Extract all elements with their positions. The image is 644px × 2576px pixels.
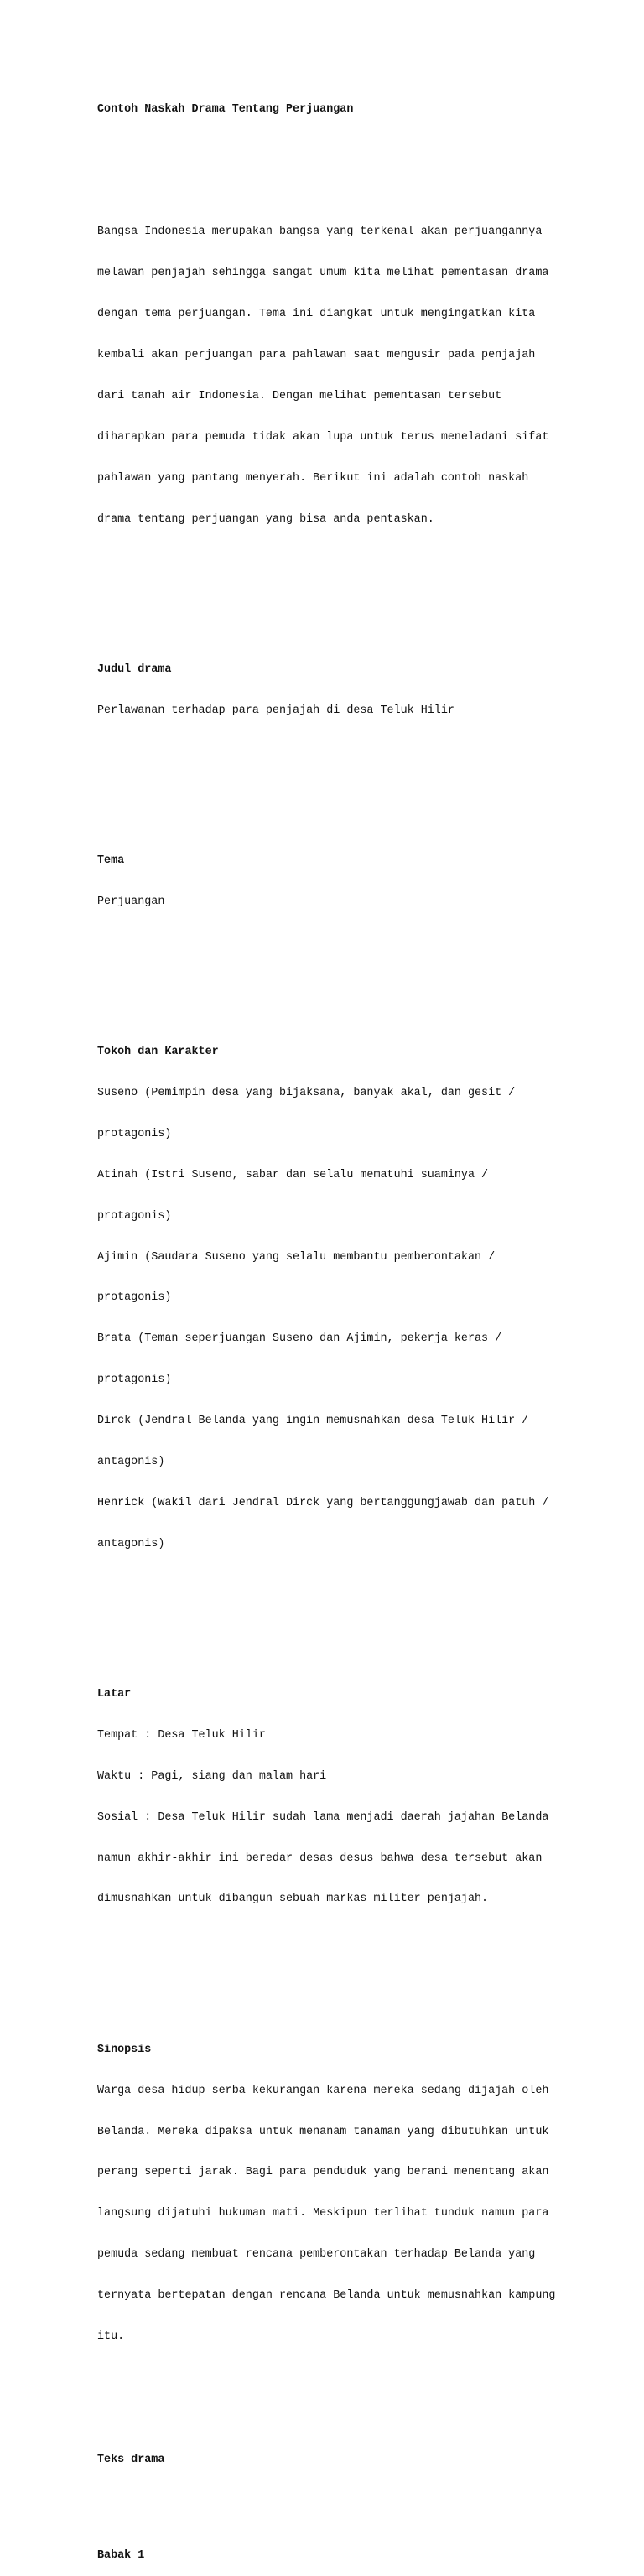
tokoh-line: Atinah (Istri Suseno, sabar dan selalu mematuhi suaminya / [97,1168,489,1182]
tokoh-line: antagonis) [97,1455,165,1468]
tema-text: Perjuangan [97,895,165,908]
spacer [97,963,550,977]
sinopsis-line: Warga desa hidup serba kekurangan karena mereka sedang dijajah oleh [97,2084,549,2097]
babak-heading: Babak 1 [97,2548,145,2562]
tokoh-line: Dirck (Jendral Belanda yang ingin memusnahkan desa Teluk Hilir / [97,1415,529,1428]
sinopsis-line: Belanda. Mereka dipaksa untuk menanam tanaman yang dibutuhkan untuk [97,2125,549,2138]
tema-heading: Tema [97,854,125,867]
intro-line: pahlawan yang pantang menyerah. Berikut ini adalah contoh naskah [97,471,529,485]
intro-line: melawan penjajah sehingga sangat umum kita melihat pementasan drama [97,267,549,280]
sinopsis-line: ternyata bertepatan dengan rencana Belanda untuk memusnahkan kampung [97,2289,556,2303]
intro-line: drama tentang perjuangan yang bisa anda pentaskan. [97,512,434,526]
intro-line: kembali akan perjuangan para pahlawan saat mengusir pada penjajah [97,348,536,361]
spacer [97,581,550,595]
judul-section [97,636,550,745]
tokoh-line: Henrick (Wakil dari Jendral Dirck yang bertanggungjawab dan patuh / [97,1496,549,1509]
tokoh-line: Suseno (Pemimpin desa yang bijaksana, banyak akal, dan gesit / [97,1086,516,1099]
tokoh-line: Ajimin (Saudara Suseno yang selalu membantu pemberontakan / [97,1250,496,1264]
intro-line: diharapkan para pemuda tidak akan lupa untuk terus meneladani sifat [97,430,549,444]
judul-heading: Judul drama [97,662,172,676]
latar-line: namun akhir-akhir ini beredar desas desus bahwa desa tersebut akan [97,1852,543,1865]
tokoh-line: antagonis) [97,1537,165,1550]
teks-drama-heading: Teks drama [97,2453,165,2466]
intro-line: dengan tema perjuangan. Tema ini diangkat untuk mengingatkan kita [97,308,536,321]
judul-text: Perlawanan terhadap para penjajah di desa Teluk Hilir [97,704,454,717]
tema-section [97,827,550,936]
latar-section [97,1660,550,1934]
sinopsis-line: itu. [97,2329,125,2343]
document-title: Contoh Naskah Drama Tentang Perjuangan [97,102,354,116]
tokoh-section [97,1018,550,1578]
tokoh-line: protagonis) [97,1127,172,1140]
intro-line: Bangsa Indonesia merupakan bangsa yang terkenal akan perjuangannya [97,226,543,239]
sinopsis-line: pemuda sedang membuat rencana pemberontakan terhadap Belanda yang [97,2248,536,2262]
tokoh-line: Brata (Teman seperjuangan Suseno dan Ajimin, pekerja keras / [97,1332,502,1346]
tokoh-line: protagonis) [97,1374,172,1387]
tokoh-line: protagonis) [97,1209,172,1223]
latar-heading: Latar [97,1688,132,1701]
spacer [97,143,550,157]
latar-line: Sosial : Desa Teluk Hilir sudah lama menjadi daerah jajahan Belanda [97,1810,549,1824]
tokoh-line: protagonis) [97,1291,172,1305]
sinopsis-line: langsung dijatuhi hukuman mati. Meskipun terlihat tunduk namun para [97,2207,549,2220]
latar-line: dimusnahkan untuk dibangun sebuah markas militer penjajah. [97,1893,489,1906]
intro-paragraph [97,199,550,554]
sinopsis-line: perang seperti jarak. Bagi para penduduk yang berani menentang akan [97,2166,549,2179]
spacer [97,2495,550,2508]
intro-line: dari tanah air Indonesia. Dengan melihat pementasan tersebut [97,389,502,402]
document-page [97,75,556,2576]
sinopsis-section [97,2016,556,2371]
spacer [97,1961,550,1975]
spacer [97,772,550,786]
latar-line: Waktu : Pagi, siang dan malam hari [97,1769,327,1783]
spacer [97,1606,550,1619]
spacer [97,2398,550,2412]
tokoh-heading: Tokoh dan Karakter [97,1046,219,1059]
latar-line: Tempat : Desa Teluk Hilir [97,1728,266,1742]
sinopsis-heading: Sinopsis [97,2043,152,2056]
